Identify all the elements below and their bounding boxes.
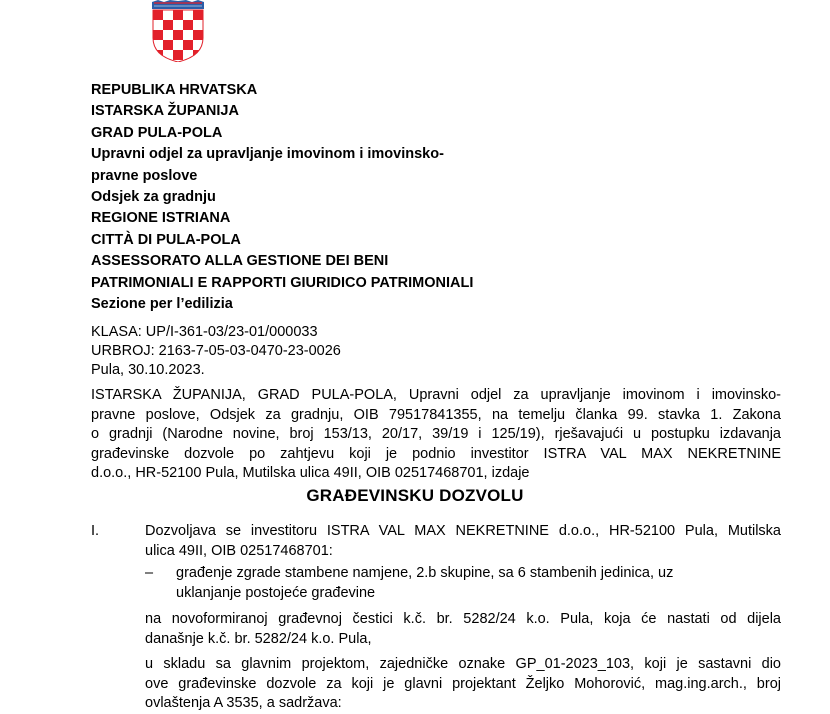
coat-square	[193, 20, 203, 30]
croatian-coat-of-arms-emblem	[147, 0, 209, 62]
coat-square	[183, 30, 193, 40]
intro-line: o gradnji (Narodne novine, broj 153/13, 20/17, 39/19 i 125/19), rješavajući u postupku izdavanja	[91, 426, 781, 443]
coat-square	[173, 30, 183, 40]
header-line: Odsjek za gradnju	[91, 188, 216, 205]
header-line: Sezione per l’edilizia	[91, 295, 233, 312]
bullet-line: uklanjanje postojeće građevine	[176, 584, 376, 601]
coat-square	[183, 40, 193, 50]
coat-square	[153, 20, 163, 30]
issuer-header	[91, 80, 473, 315]
coat-square	[193, 60, 203, 62]
coat-square	[173, 40, 183, 50]
section-i-text	[145, 522, 781, 561]
document-reference-block	[91, 323, 341, 380]
coat-square	[173, 20, 183, 30]
coat-square	[193, 10, 203, 20]
coat-square	[153, 30, 163, 40]
coat-square	[163, 30, 173, 40]
project-line: ove građevinske dozvole za koji je glavni projektant Željko Mohorović, mag.ing.arch., broj	[145, 675, 781, 692]
header-line: PATRIMONIALI E RAPPORTI GIURIDICO PATRIMONIALI	[91, 274, 474, 291]
klasa-number: KLASA: UP/I-361-03/23-01/000033	[91, 324, 318, 340]
coat-square	[183, 10, 193, 20]
parcel-location-paragraph	[145, 610, 781, 649]
project-line: ovlaštenja A 3535, a sadržava:	[145, 695, 342, 712]
coat-square	[163, 40, 173, 50]
header-line: Upravni odjel za upravljanje imovinom i imovinsko-	[91, 146, 444, 163]
header-line: pravne poslove	[91, 167, 198, 184]
urbroj-number: URBROJ: 2163-7-05-03-0470-23-0026	[91, 343, 341, 359]
coat-square	[193, 30, 203, 40]
main-project-paragraph	[145, 655, 781, 714]
coat-square	[153, 60, 163, 62]
intro-line: ISTARSKA ŽUPANIJA, GRAD PULA-POLA, Upravni odjel za upravljanje imovinom i imovinsko-	[91, 387, 781, 403]
document-title: GRAĐEVINSKU DOZVOLU	[306, 486, 524, 505]
coat-square	[173, 50, 183, 60]
header-line: REGIONE ISTRIANA	[91, 210, 231, 227]
coat-square	[153, 10, 163, 20]
section-numeral: I.	[91, 523, 100, 539]
intro-line: d.o.o., HR-52100 Pula, Mutilska ulica 49II, OIB 02517468701, izdaje	[91, 465, 530, 482]
project-line: u skladu sa glavnim projektom, zajedničke oznake GP_01-2023_103, koji je sastavni dio	[145, 656, 781, 672]
header-line: CITTÀ DI PULA-POLA	[91, 231, 241, 248]
intro-line: građevinske dozvole po zahtjevu koji je podnio investitor ISTRA VAL MAX NEKRETNINE	[91, 445, 781, 462]
coat-square	[163, 20, 173, 30]
coat-square	[173, 10, 183, 20]
location-line: na novoformiranoj građevnoj čestici k.č. br. 5282/24 k.o. Pula, koja će nastati od dijela	[145, 611, 781, 627]
coat-crown	[152, 0, 204, 9]
coat-square	[183, 20, 193, 30]
bullet-dash: –	[145, 565, 154, 581]
section-i-line: Dozvoljava se investitoru ISTRA VAL MAX NEKRETNINE d.o.o., HR-52100 Pula, Mutilska	[145, 523, 781, 539]
header-line: ASSESSORATO ALLA GESTIONE DEI BENI	[91, 253, 389, 270]
section-i-line: ulica 49II, OIB 02517468701:	[145, 542, 333, 559]
header-line: REPUBLIKA HRVATSKA	[91, 82, 258, 98]
header-line: ISTARSKA ŽUPANIJA	[91, 103, 239, 120]
coat-square	[163, 10, 173, 20]
header-line: GRAD PULA-POLA	[91, 124, 223, 141]
section-i-bullet-item	[176, 564, 673, 603]
bullet-line: građenje zgrade stambene namjene, 2.b skupine, sa 6 stambenih jedinica, uz	[176, 565, 674, 581]
location-line: današnje k.č. br. 5282/24 k.o. Pula,	[145, 630, 372, 647]
intro-line: pravne poslove, Odsjek za gradnju, OIB 79517841355, na temelju članka 99. stavka 1. Zakona	[91, 406, 781, 423]
intro-paragraph	[91, 386, 781, 484]
place-and-date: Pula, 30.10.2023.	[91, 362, 205, 378]
